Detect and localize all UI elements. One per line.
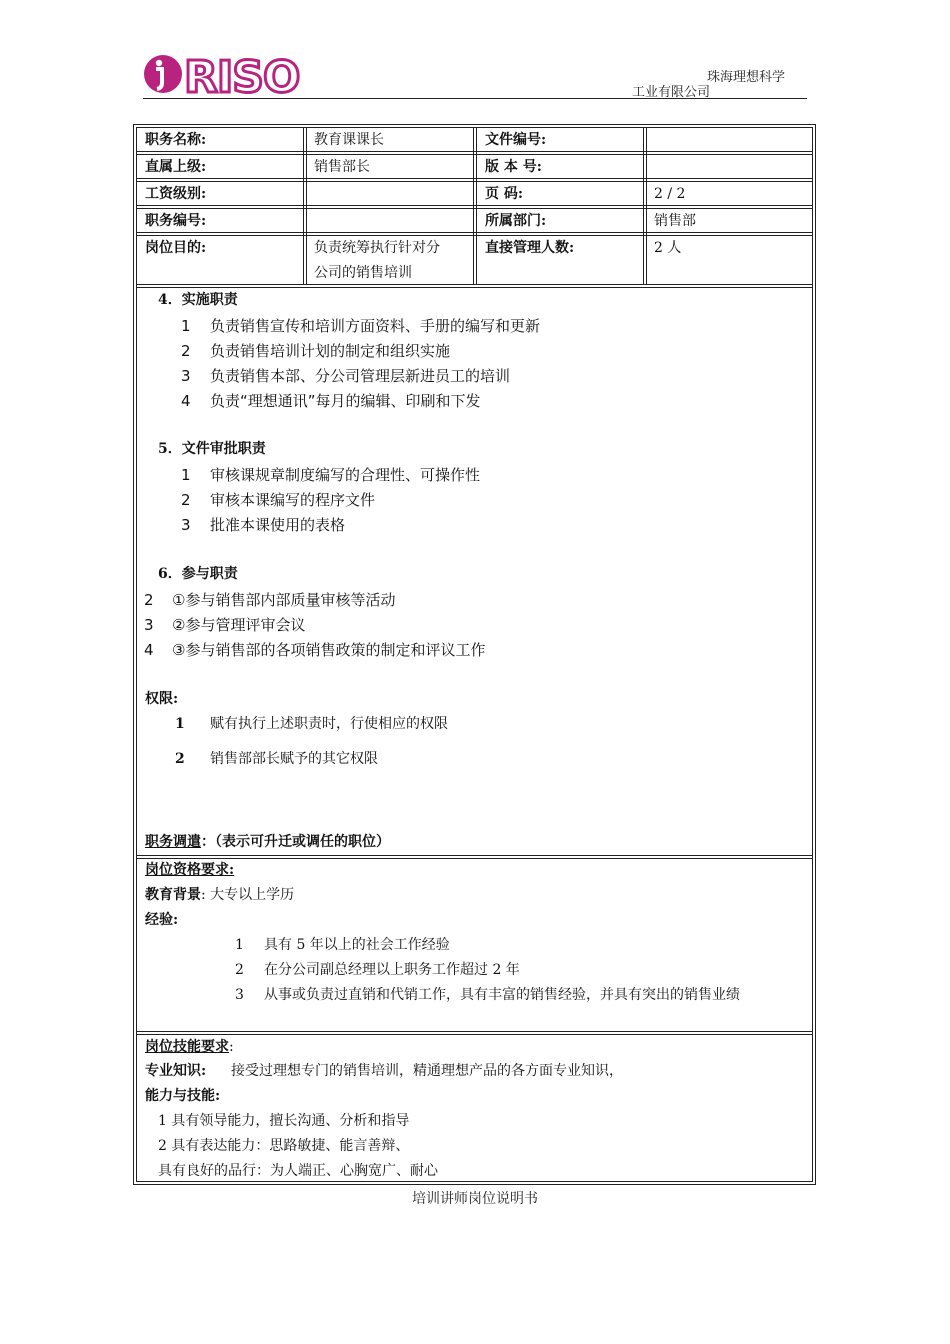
ability-line: 1 具有领导能力，擅长沟通、分析和指导 [158, 1113, 410, 1129]
section6-item-num: 3 [144, 616, 154, 634]
table-rule [136, 235, 813, 236]
section4-item: 负责销售培训计划的制定和组织实施 [210, 342, 451, 360]
knowledge-label: 专业知识: [145, 1063, 207, 1079]
table-col-rule [306, 127, 307, 284]
label-file-number: 文件编号: [485, 132, 547, 148]
section4-item-num: 1 [181, 317, 191, 335]
table-col-rule [476, 127, 477, 284]
section6-item: ①参与销售部内部质量审核等活动 [172, 591, 396, 609]
transfer-note: ：（表示可升迁或调任的职位） [201, 834, 390, 850]
value-department: 销售部 [654, 213, 696, 229]
experience-item-num: 1 [235, 937, 244, 953]
education-label: 教育背景 [145, 887, 201, 903]
table-rule [136, 284, 813, 285]
skills-title-colon: : [229, 1039, 234, 1055]
value-purpose-line2: 公司的销售培训 [314, 265, 412, 281]
section5-title: 5．文件审批职责 [158, 441, 266, 457]
table-rule [136, 151, 813, 152]
skills-title: 岗位技能要求 [145, 1039, 229, 1055]
authority-title: 权限: [145, 691, 179, 707]
section6-item: ②参与管理评审会议 [172, 616, 306, 634]
company-name-line1: 珠海理想科学 [707, 70, 786, 85]
section4-item-num: 2 [181, 342, 191, 360]
section4-item: 负责“理想通讯”每月的编辑、印刷和下发 [210, 392, 481, 410]
table-rule [136, 287, 813, 288]
page-footer: 培训讲师岗位说明书 [412, 1191, 538, 1207]
label-purpose: 岗位目的: [145, 240, 207, 256]
value-position-name: 教育课课长 [314, 132, 384, 148]
table-col-rule [643, 127, 644, 284]
authority-item: 销售部部长赋予的其它权限 [210, 751, 378, 767]
table-col-rule [646, 127, 647, 284]
ability-line: 2 具有表达能力：思路敏捷、能言善辩、 [158, 1138, 410, 1154]
label-version: 版 本 号: [485, 159, 542, 175]
label-position-name: 职务名称: [145, 132, 207, 148]
value-purpose: 负责统筹执行针对分 [314, 240, 440, 256]
section-rule [136, 858, 813, 859]
section5-item: 审核课规章制度编写的合理性、可操作性 [210, 466, 481, 484]
label-department: 所属部门: [485, 213, 547, 229]
section6-title: 6．参与职责 [158, 566, 238, 582]
table-rule [136, 154, 813, 155]
authority-item-num: 1 [175, 716, 185, 732]
table-rule [136, 178, 813, 179]
authority-item-num: 2 [175, 751, 185, 767]
section6-item-num: 4 [144, 641, 154, 659]
label-direct-reports: 直接管理人数: [485, 240, 575, 256]
table-rule [136, 232, 813, 233]
svg-text:RISO: RISO [184, 52, 300, 98]
section5-item: 批准本课使用的表格 [210, 516, 346, 534]
section5-item-num: 2 [181, 491, 191, 509]
experience-item: 具有 5 年以上的社会工作经验 [264, 937, 450, 953]
section6-item-num: 2 [144, 591, 154, 609]
section5-item: 审核本课编写的程序文件 [210, 491, 376, 509]
section4-item: 负责销售本部、分公司管理层新进员工的培训 [210, 367, 511, 385]
section4-item-num: 3 [181, 367, 191, 385]
riso-logo [142, 50, 302, 98]
section-rule [136, 1031, 813, 1032]
table-rule [136, 208, 813, 209]
section-rule [136, 855, 813, 856]
experience-item: 在分公司副总经理以上职务工作超过 2 年 [264, 962, 520, 978]
section5-item-num: 3 [181, 516, 191, 534]
header-rule [143, 98, 807, 99]
experience-item: 从事或负责过直销和代销工作，具有丰富的销售经验，并具有突出的销售业绩 [264, 987, 740, 1003]
qualification-title: 岗位资格要求: [145, 862, 235, 878]
label-supervisor: 直属上级: [145, 159, 207, 175]
company-name-line2: 工业有限公司 [632, 85, 711, 100]
table-col-rule [303, 127, 304, 284]
knowledge-value: 接受过理想专门的销售培训，精通理想产品的各方面专业知识， [231, 1063, 623, 1079]
section6-item: ③参与销售部的各项销售政策的制定和评议工作 [172, 641, 486, 659]
section4-title: 4．实施职责 [158, 292, 238, 308]
value-page: 2 / 2 [654, 186, 686, 202]
section-rule [136, 1034, 813, 1035]
table-rule [136, 181, 813, 182]
value-supervisor: 销售部长 [314, 159, 370, 175]
section4-item-num: 4 [181, 392, 191, 410]
label-page: 页 码: [485, 186, 524, 202]
ability-line: 具有良好的品行：为人端正、心胸宽广、耐心 [158, 1163, 438, 1179]
table-col-rule [473, 127, 474, 284]
section4-item: 负责销售宣传和培训方面资料、手册的编写和更新 [210, 317, 541, 335]
label-salary-grade: 工资级别: [145, 186, 207, 202]
experience-item-num: 3 [235, 987, 244, 1003]
label-position-code: 职务编号: [145, 213, 207, 229]
experience-label: 经验: [145, 912, 179, 928]
ability-label: 能力与技能: [145, 1088, 221, 1104]
authority-item: 赋有执行上述职责时，行使相应的权限 [210, 716, 448, 732]
transfer-label: 职务调遣 [145, 834, 201, 850]
education-value: : 大专以上学历 [201, 887, 295, 903]
experience-item-num: 2 [235, 962, 244, 978]
table-rule [136, 205, 813, 206]
section5-item-num: 1 [181, 466, 191, 484]
value-direct-reports: 2 人 [654, 240, 682, 256]
